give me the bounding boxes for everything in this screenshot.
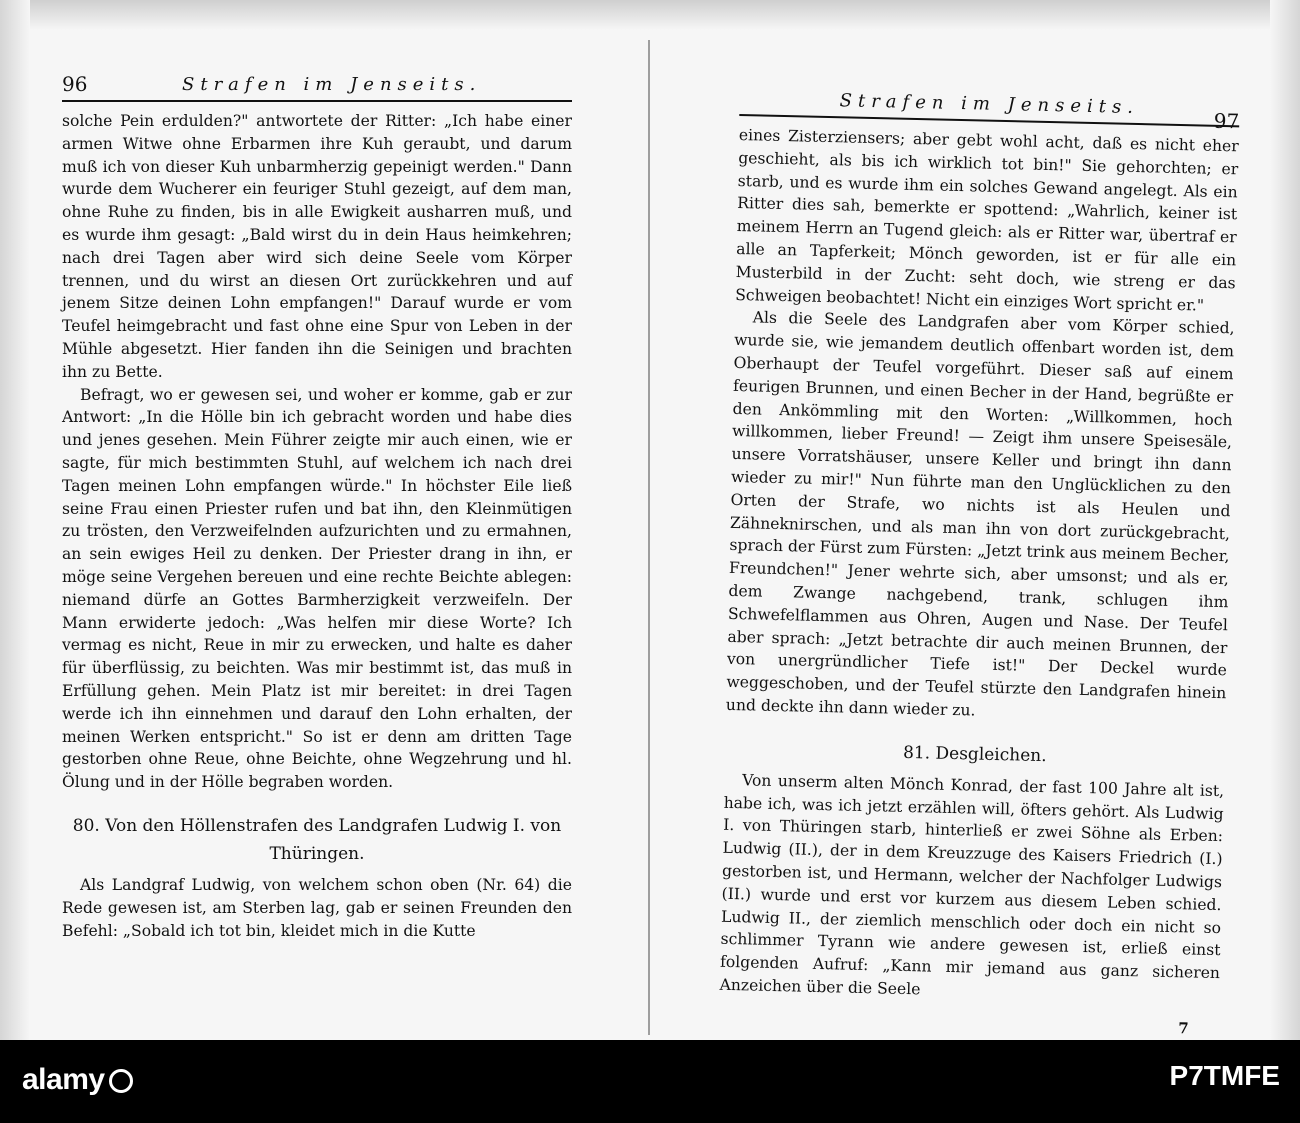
- scan-shadow-right: [1270, 0, 1300, 1040]
- page-number: 97: [1213, 108, 1240, 134]
- scan-shadow-left: [0, 0, 30, 1040]
- right-page-body: [719, 124, 1239, 1041]
- running-title: Strafen im Jenseits.: [182, 74, 482, 95]
- section-heading: 80. Von den Höllenstrafen des Landgrafen Ludwig I. von Thüringen.: [72, 815, 562, 864]
- section-heading: 81. Desgleichen.: [902, 742, 1047, 766]
- paragraph: Als die Seele des Landgrafen aber vom Körper schied, wurde sie, wie jemandem deutlich offenbart worden ist, dem Oberhaupt der Teufel vorgeführt. Dieser saß auf einem feurigen Brunnen, und einen Becher in der Hand, begrüßte er den Ankömmling mit den Worten: „Willkommen, hoch willkommen, lieber Freund! — Zeigt ihm unsere Speisesäle, unsere Vorratshäuser, unsere Keller und bringt ihn dann wieder zu mir!" Nun führte man den Unglücklichen zu den Orten der Strafe, wo nichts ist als Heulen und Zähneknirschen, und als man ihn von dort zurückgebracht, sprach der Fürst zum Fürsten: „Jetzt trink aus meinem Becher, Freundchen!" Jener wehrte sich, aber umsonst; und als er, dem Zwange nachgebend, trank, schlugen ihm Schwefelflammen aus Ohren, Augen und Nase. Der Teufel aber sprach: „Jetzt betrachte dir auch meinen Brunnen, der von unergründlicher Tiefe ist!" Der Deckel wurde weggeschoben, und der Teufel stürzte den Landgrafen hinein und deckte ihn dann wieder zu.: [725, 308, 1235, 720]
- stock-footer-bar: [0, 1040, 1300, 1123]
- paragraph: Befragt, wo er gewesen sei, und woher er komme, gab er zur Antwort: „In die Hölle bin ich gebracht worden und habe dies und jenes gesehen. Mein Führer zeigte mir auch einen, wie er sagte, für mich bestimmten Stuhl, auf welchem ich nach drei Tagen meinen Lohn empfangen würde." In höchster Eile ließ seine Frau einen Priester rufen und bat ihn, den Kleinmütigen zu trösten, den Verzweifelnden aufzurichten und zu ermahnen, an sein ewiges Heil zu denken. Der Priester drang in ihn, er möge seine Vergehen bereuen und eine rechte Beichte ablegen: niemand dürfe an Gottes Barmherzigkeit verzweifeln. Der Mann erwiderte jedoch: „Was helfen mir diese Worte? Ich vermag es nicht, Reue in mir zu erwecken, und halte es daher für überflüssig, zu beichten. Was mir bestimmt ist, das muß in Erfüllung gehen. Mein Platz ist mir bereitet: in drei Tagen werde ich ihn einnehmen und darauf den Lohn erhalten, der meinen Werken entspricht." So ist er denn am dritten Tage gestorben ohne Reue, ohne Beichte, ohne Wegzehrung und hl. Ölung und in der Hölle begraben worden.: [62, 385, 572, 792]
- running-title: Strafen im Jenseits.: [839, 90, 1140, 119]
- book-gutter: [648, 40, 650, 1035]
- left-page: [62, 70, 572, 942]
- alamy-a-icon: [109, 1069, 133, 1093]
- left-page-body: [62, 110, 572, 942]
- image-id: P7TMFE: [1169, 1060, 1280, 1091]
- right-page: [719, 84, 1240, 1041]
- paragraph: Von unserm alten Mönch Konrad, der fast 100 Jahre alt ist, habe ich, was ich jetzt erzählen will, öfters gehört. Als Ludwig I. von Thüringen starb, hinterließ er zwei Söhne als Erben: Ludwig (II.), der in dem Kreuzzuge des Kaisers Friedrich (I.) gestorben ist, und Hermann, welcher der Nachfolger Ludwigs (II.) wurde und erst vor kurzem aus diesem Leben schied. Ludwig II., der ziemlich menschlich oder doch ein nicht so schlimmer Tyrann wie andere gewesen ist, erließ einst folgenden Aufruf: „Kann mir jemand aus ganz sicheren Anzeichen über die Seele: [719, 770, 1225, 999]
- signature-mark: 7: [1178, 1018, 1189, 1038]
- page-number: 96: [62, 72, 88, 96]
- scan-shadow-top: [0, 0, 1300, 30]
- left-page-header: [62, 70, 572, 102]
- paragraph: solche Pein erdulden?" antwortete der Ritter: „Ich habe einer armen Witwe ohne Erbarmen ihre Kuh geraubt, und darum muß ich von dieser Kuh unbarmherzig gepeinigt werden." Dann wurde dem Wucherer ein feuriger Stuhl gezeigt, auf dem man, ohne Ruhe zu finden, bis in alle Ewigkeit ausharren muß, und es wurde ihm gesagt: „Bald wirst du in dein Haus heimkehren; nach drei Tagen aber wird sich deine Seele vom Körper trennen, und du wirst an diesen Ort zurückkehren und auf jenem Sitze deinen Lohn empfangen!" Darauf wurde er vom Teufel heimgebracht und fast ohne eine Spur von Leben in der Mühle abgesetzt. Hier fanden ihn die Seinigen und brachten ihn zu Bette.: [62, 112, 572, 381]
- paragraph: Als Landgraf Ludwig, von welchem schon oben (Nr. 64) die Rede gewesen ist, am Sterben lag, gab er seinen Freunden den Befehl: „Sobald ich tot bin, kleidet mich in die Kutte: [62, 875, 572, 940]
- right-page-header: [739, 84, 1240, 134]
- alamy-logo: [22, 1063, 133, 1097]
- brand-name: alamy: [22, 1063, 105, 1096]
- paragraph: eines Zisterziensers; aber gebt wohl acht, daß es nicht eher geschieht, als bis ich wirklich tot bin!" Sie gehorchten; er starb, und es wurde ihm ein solches Gewand angelegt. Als ein Ritter dies sah, bemerkte er spottend: „Wahrlich, keiner ist meinem Herrn an Tugend gleich: als er Ritter war, übertraf er alle an Tapferkeit; Mönch geworden, ist er für alle ein Musterbild in der Zucht: seht doch, wie streng er das Schweigen beobachtet! Nicht ein einziges Wort spricht er.": [735, 125, 1239, 315]
